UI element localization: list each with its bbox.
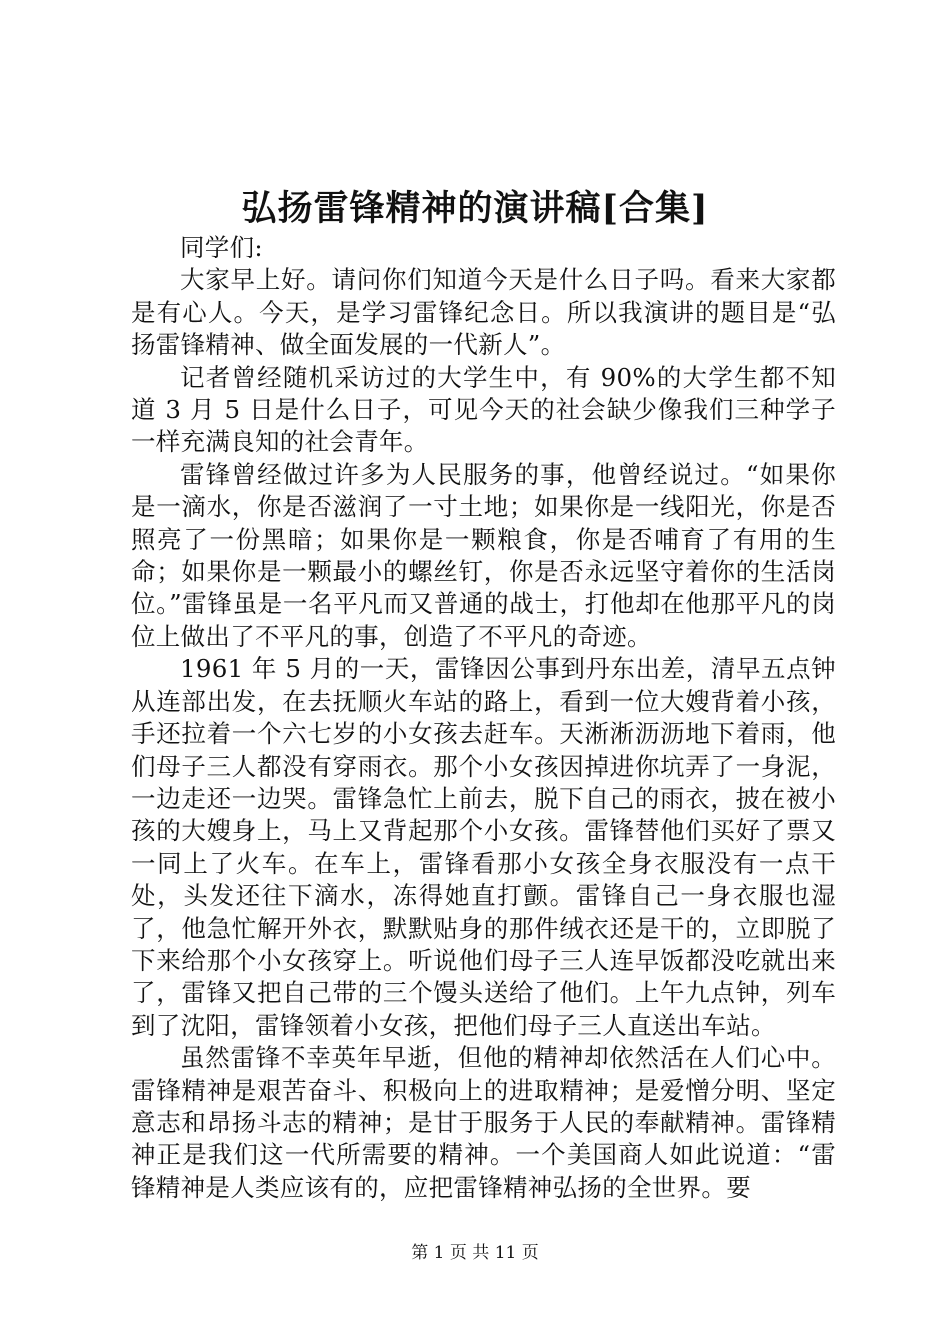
paragraph-greeting: 同学们:: [180, 233, 263, 262]
document-body: [131, 232, 836, 1204]
paragraph-quote: 雷锋曾经做过许多为人民服务的事，他曾经说过。“如果你是一滴水，你是否滋润了一寸土地；如果你是一线阳光，你是否照亮了一份黑暗；如果你是一颗粮食，你是否哺育了有用的生命；如果你是一颗最小的螺丝钉，你是否永远坚守着你的生活岗位。”雷锋虽是一名平凡而又普通的战士，打他却在他那平凡的岗位上做出了不平凡的事，创造了不平凡的奇迹。: [131, 459, 836, 651]
paragraph-survey: 记者曾经随机采访过的大学生中，有 90%的大学生都不知道 3 月 5 日是什么日子，可见今天的社会缺少像我们三种学子一样充满良知的社会青年。: [131, 362, 836, 457]
paragraph-opening: 大家早上好。请问你们知道今天是什么日子吗。看来大家都是有心人。今天，是学习雷锋纪念日。所以我演讲的题目是“弘扬雷锋精神、做全面发展的一代新人”。: [131, 265, 837, 360]
document-title: 弘扬雷锋精神的演讲稿[合集]: [241, 188, 709, 229]
page-number: 第 1 页 共 11 页: [411, 1243, 539, 1263]
paragraph-story: 1961 年 5 月的一天，雷锋因公事到丹东出差，清早五点钟从连部出发，在去抚顺火车站的路上，看到一位大嫂背着小孩，手还拉着一个六七岁的小女孩去赶车。天淅淅沥沥地下着雨，他们母子三人都没有穿雨衣。那个小女孩因掉进你坑弄了一身泥，一边走还一边哭。雷锋急忙上前去，脱下自己的雨衣，披在被小孩的大嫂身上，马上又背起那个小女孩。雷锋替他们买好了票又一同上了火车。在车上，雷锋看那小女孩全身衣服没有一点干处，头发还往下滴水，冻得她直打颤。雷锋自己一身衣服也湿了，他急忙解开外衣，默默贴身的那件绒衣还是干的，立即脱了下来给那个小女孩穿上。听说他们母子三人连早饭都没吃就出来了，雷锋又把自己带的三个馒头送给了他们。上午九点钟，列车到了沈阳，雷锋领着小女孩，把他们母子三人直送出车站。: [131, 654, 836, 1040]
paragraph-spirit: 虽然雷锋不幸英年早逝，但他的精神却依然活在人们心中。雷锋精神是艰苦奋斗、积极向上的进取精神；是爱憎分明、坚定意志和昂扬斗志的精神；是甘于服务于人民的奉献精神。雷锋精神正是我们这一代所需要的精神。一个美国商人如此说道：“雷锋精神是人类应该有的，应把雷锋精神弘扬的全世界。要: [131, 1043, 837, 1202]
